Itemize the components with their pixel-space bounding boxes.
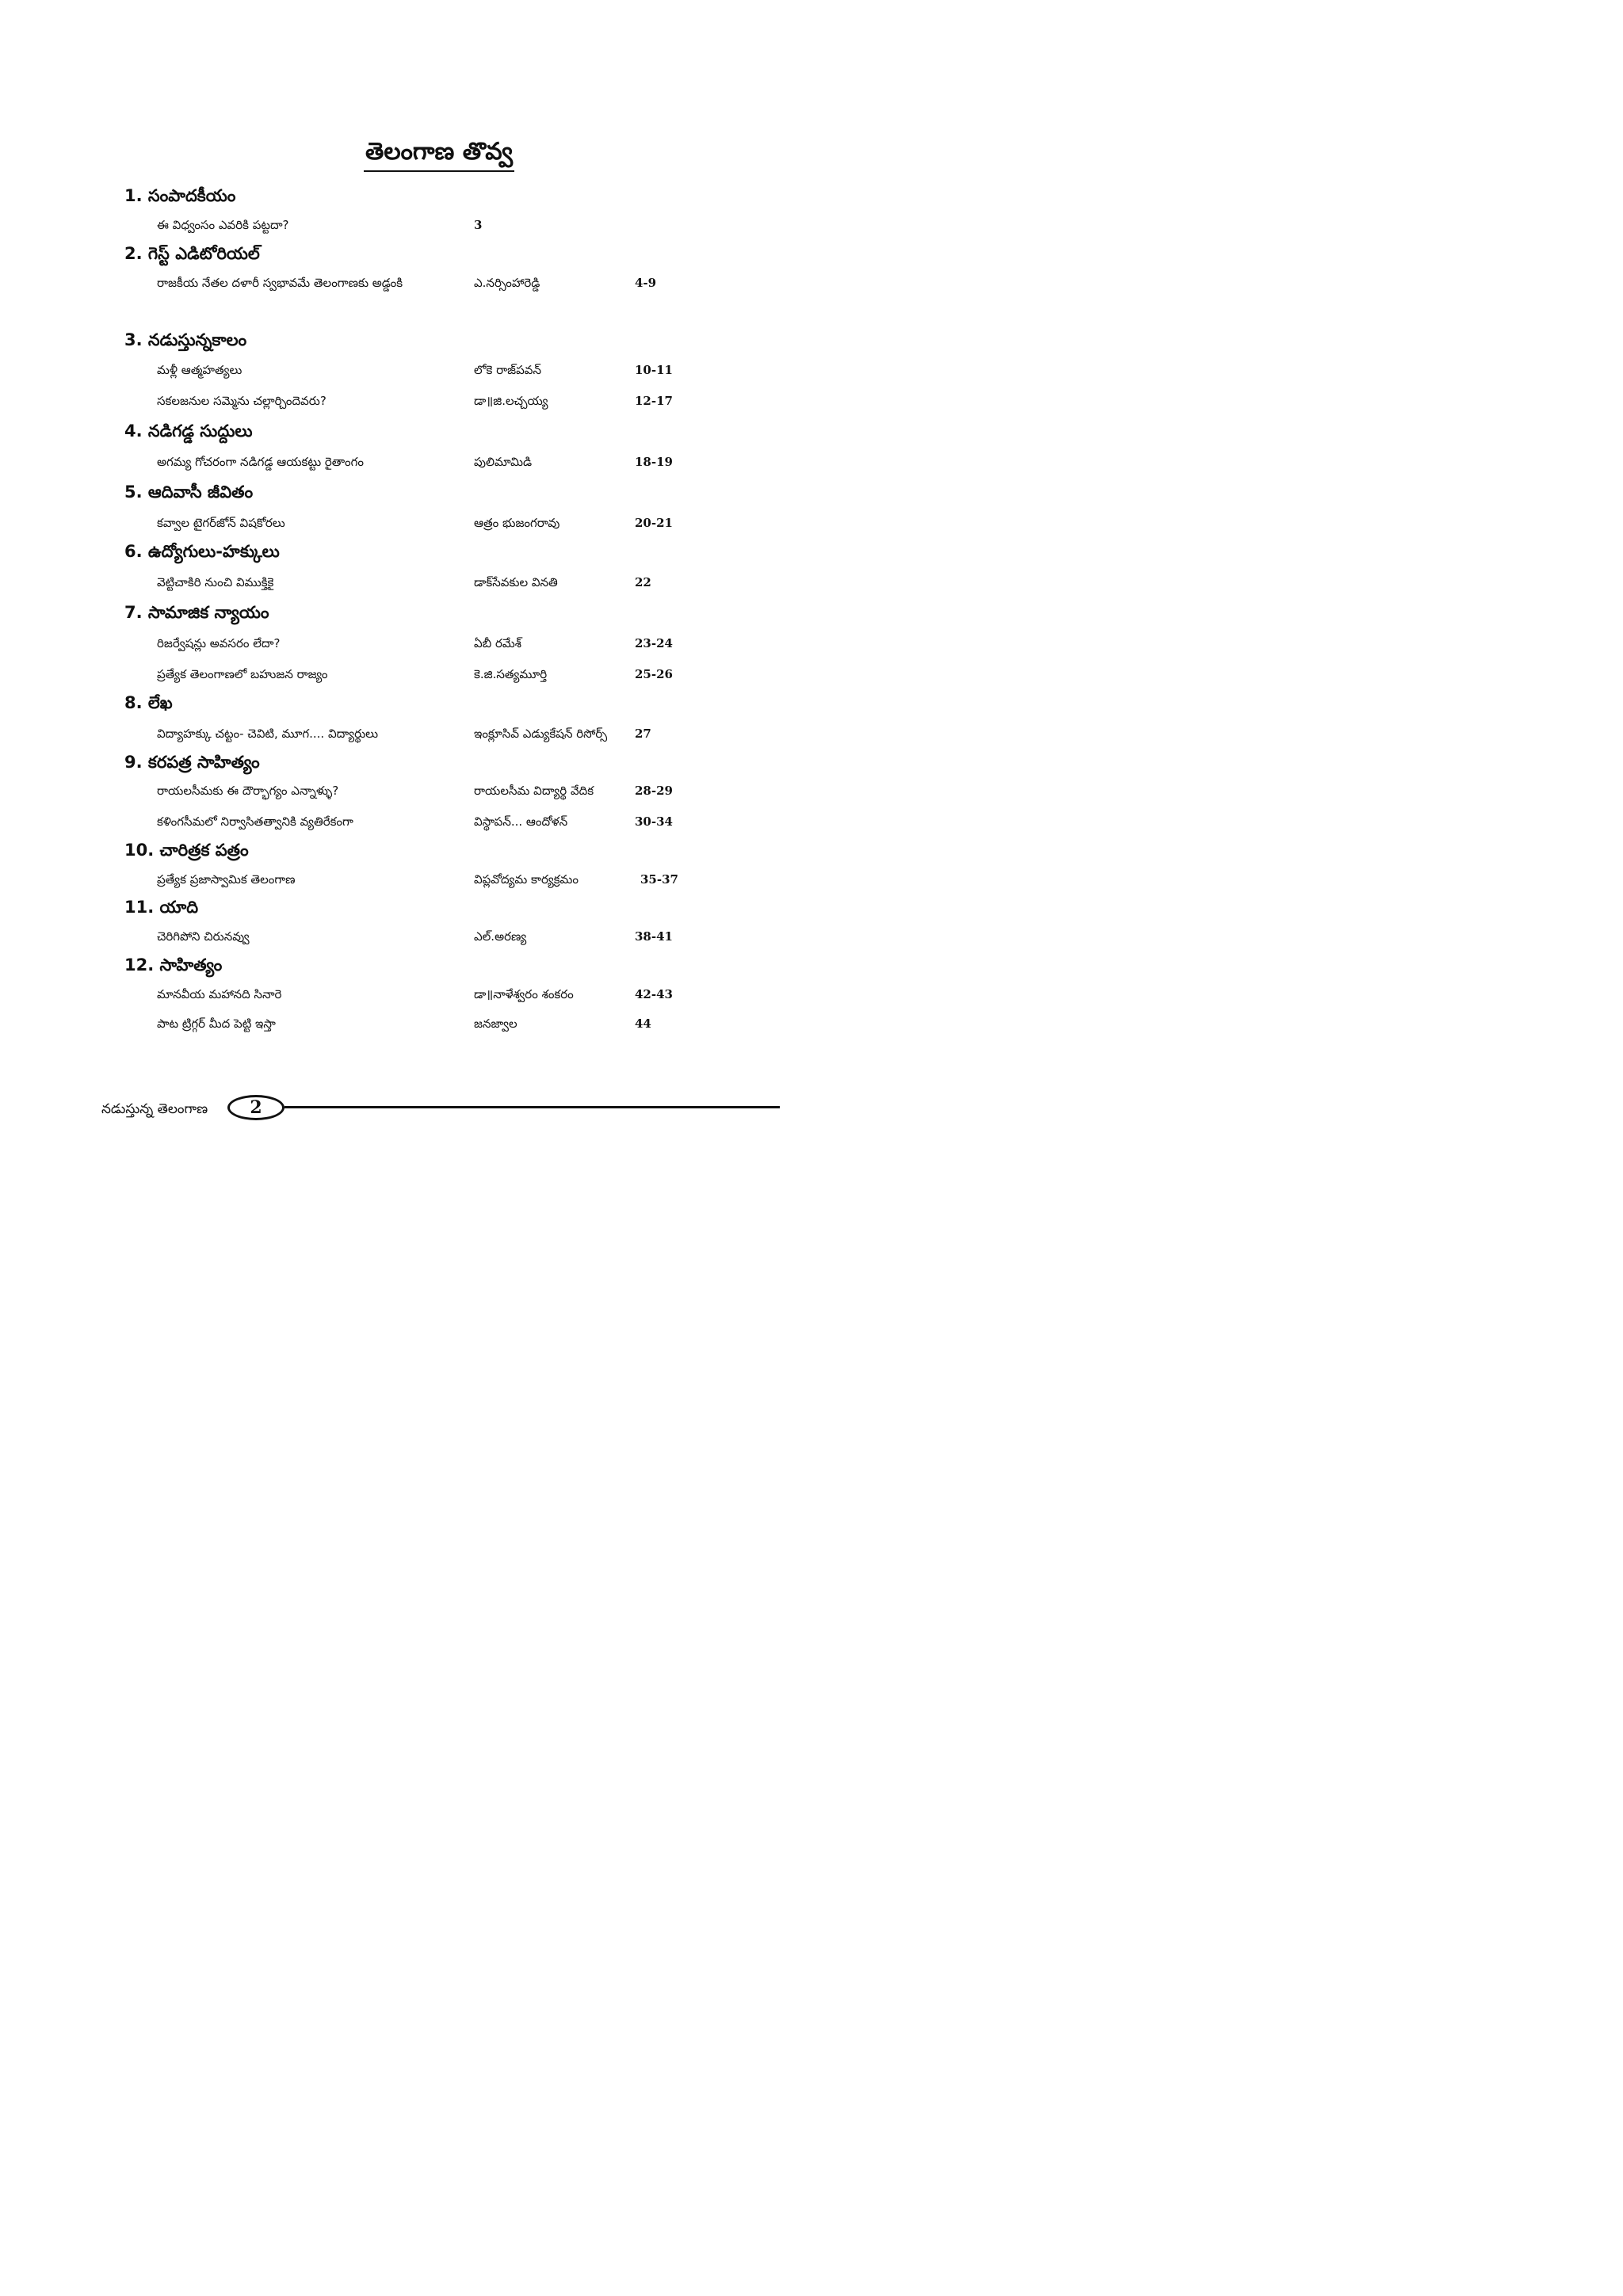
section-heading: 7. సామాజిక న్యాయం xyxy=(124,603,269,622)
section-heading: 5. ఆదివాసీ జీవితం xyxy=(124,482,254,502)
article-title: రిజర్వేషన్లు అవసరం లేదా? xyxy=(157,636,281,650)
article-pages: 22 xyxy=(635,575,651,589)
toc-section xyxy=(0,238,878,269)
toc-section xyxy=(0,597,878,627)
article-author: కె.జి.సత్యమూర్తి xyxy=(474,667,548,681)
article-pages: 38-41 xyxy=(635,929,673,944)
toc-section xyxy=(0,325,878,355)
toc-entry xyxy=(0,567,878,597)
toc-entry xyxy=(0,776,878,806)
article-author: జనజ్వాల xyxy=(474,1016,517,1031)
article-pages: 4-9 xyxy=(635,276,657,290)
section-heading: 2. గెస్ట్ ఎడిటోరియల్ xyxy=(124,244,260,263)
section-heading: 6. ఉద్యోగులు-హక్కులు xyxy=(124,542,280,561)
article-title: అగమ్య గోచరంగా నడిగడ్డ ఆయకట్టు రైతాంగం xyxy=(157,455,364,469)
article-author: రాయలసీమ విద్యార్థి వేదిక xyxy=(474,784,594,798)
article-title: మళ్లీ ఆత్మహత్యలు xyxy=(157,363,242,377)
toc-entry xyxy=(0,386,878,416)
toc-entry xyxy=(0,447,878,477)
footer-magazine-name: నడుస్తున్న తెలంగాణ xyxy=(101,1101,208,1117)
toc-entry xyxy=(0,864,878,894)
article-pages: 12-17 xyxy=(635,394,673,408)
article-pages: 23-24 xyxy=(635,636,673,650)
toc-entry xyxy=(0,628,878,658)
article-author: విప్లవోద్యమ కార్యక్రమం xyxy=(474,872,579,887)
article-author: డా॥నాళేశ్వరం శంకరం xyxy=(474,987,574,1001)
article-pages: 18-19 xyxy=(635,455,673,469)
article-title: కళింగసీమలో నిర్వాసితత్వానికి వ్యతిరేకంగా xyxy=(157,814,353,829)
toc-entry xyxy=(0,1009,878,1039)
article-author: డాక్‌సేవకుల వినతి xyxy=(474,575,558,589)
section-heading: 3. నడుస్తున్నకాలం xyxy=(124,330,247,349)
toc-section xyxy=(0,950,878,980)
section-heading: 4. నడిగడ్డ సుద్దులు xyxy=(124,421,253,441)
section-heading: 1. సంపాదకీయం xyxy=(124,186,236,205)
page-footer xyxy=(0,1093,878,1125)
article-title: సకలజనుల సమ్మెను చల్లార్చిందెవరు? xyxy=(157,394,327,408)
toc-entry xyxy=(0,979,878,1009)
toc-entry xyxy=(0,508,878,538)
article-pages: 35-37 xyxy=(640,872,678,887)
toc-section xyxy=(0,181,878,211)
toc-section xyxy=(0,416,878,446)
article-title: ఈ విధ్వంసం ఎవరికి పట్టదా? xyxy=(157,218,289,232)
toc-entry xyxy=(0,719,878,749)
article-pages: 3 xyxy=(474,218,483,232)
article-author: పులిమామిడి xyxy=(474,455,533,469)
toc-entry xyxy=(0,268,878,298)
toc-entry xyxy=(0,807,878,837)
article-author: ఆత్రం భుజంగరావు xyxy=(474,516,560,530)
article-title: మానవీయ మహానది సినారె xyxy=(157,987,282,1001)
article-author: ఎ.నర్సింహారెడ్డి xyxy=(474,276,540,290)
section-heading: 8. లేఖ xyxy=(124,693,173,712)
footer-rule xyxy=(285,1106,780,1108)
article-author: ఇంక్లూసివ్ ఎడ్యుకేషన్ రిసోర్స్ xyxy=(474,727,608,741)
toc-section xyxy=(0,892,878,922)
article-title: కవ్వాల టైగర్‌జోన్ విషకోరలు xyxy=(157,516,285,530)
toc-section xyxy=(0,688,878,718)
article-pages: 44 xyxy=(635,1016,651,1031)
toc-section xyxy=(0,477,878,507)
article-author: లోకె రాజ్‌పవన్ xyxy=(474,363,541,377)
article-title: చెరిగిపోని చిరునవ్వు xyxy=(157,929,250,944)
article-pages: 30-34 xyxy=(635,814,673,829)
toc-section xyxy=(0,536,878,566)
article-title: రాయలసీమకు ఈ దౌర్భాగ్యం ఎన్నాళ్ళు? xyxy=(157,784,339,798)
article-author: డా॥జి.లచ్చయ్య xyxy=(474,394,548,408)
toc-section xyxy=(0,835,878,865)
article-pages: 42-43 xyxy=(635,987,673,1001)
toc-entry xyxy=(0,355,878,385)
article-title: ప్రత్యేక ప్రజాస్వామిక తెలంగాణ xyxy=(157,872,296,887)
article-title: విద్యాహక్కు చట్టం- చెవిటి, మూగ.... విద్యార్థులు xyxy=(157,727,379,741)
article-author: విస్థాపన్... ఆందోళన్ xyxy=(474,814,568,829)
article-pages: 27 xyxy=(635,727,651,741)
article-title: పాట ట్రిగ్గర్ మీద పెట్టి ఇస్తా xyxy=(157,1016,276,1031)
article-pages: 20-21 xyxy=(635,516,673,530)
section-heading: 9. కరపత్ర సాహిత్యం xyxy=(124,753,260,772)
article-title: ప్రత్యేక తెలంగాణలో బహుజన రాజ్యం xyxy=(157,667,328,681)
article-pages: 10-11 xyxy=(635,363,673,377)
article-title: వెట్టిచాకిరి నుంచి విముక్తికై xyxy=(157,575,274,589)
article-pages: 25-26 xyxy=(635,667,673,681)
article-author: ఏబీ రమేశ్ xyxy=(474,636,522,650)
section-heading: 11. యాది xyxy=(124,898,199,917)
section-heading: 10. చారిత్రక పత్రం xyxy=(124,841,249,860)
article-pages: 28-29 xyxy=(635,784,673,798)
article-author: ఎల్.అరణ్య xyxy=(474,929,527,944)
toc-entry xyxy=(0,210,878,240)
toc-section xyxy=(0,747,878,777)
article-title: రాజకీయ నేతల దళారీ స్వభావమే తెలంగాణకు అడ్డంకి xyxy=(157,276,403,290)
page-title xyxy=(0,136,878,172)
toc-entry xyxy=(0,921,878,952)
section-heading: 12. సాహిత్యం xyxy=(124,955,223,974)
title-text: తెలంగాణ తొవ్వ xyxy=(364,136,514,172)
toc-entry xyxy=(0,659,878,689)
page-number-badge: 2 xyxy=(227,1095,285,1120)
